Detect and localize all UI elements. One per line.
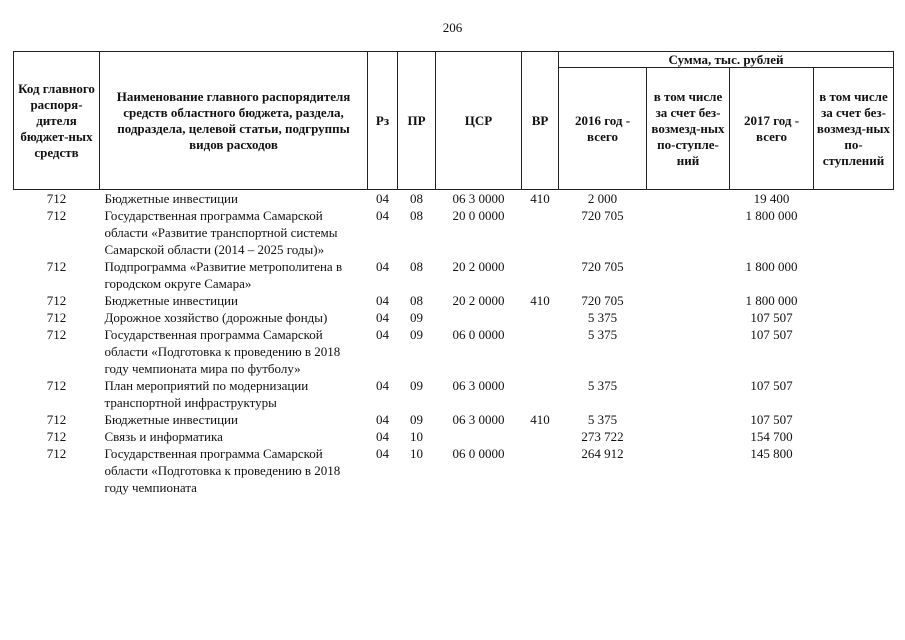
table-row [14,411,894,428]
header-rz: Рз [368,52,398,190]
cell-code: 712 [46,446,67,461]
cell-rz: 04 [376,310,389,325]
cell-pr: 08 [410,293,423,308]
cell-sum-2017: 154 700 [750,429,793,444]
cell-sum-2017: 145 800 [750,446,793,461]
cell-code: 712 [46,412,67,427]
table-row [14,309,894,326]
cell-csr: 06 0 0000 [452,446,505,461]
cell-vr [522,326,559,377]
cell-code: 712 [46,327,67,342]
table-row [14,292,894,309]
cell-rz: 04 [376,378,389,393]
cell-pr: 08 [410,259,423,274]
cell-sum-2017: 1 800 000 [745,208,798,223]
cell-name: Подпрограмма «Развитие метрополитена в городском округе Самара» [104,259,343,291]
cell-code: 712 [46,191,67,206]
cell-code: 712 [46,310,67,325]
cell-vr [522,309,559,326]
cell-sum-2016: 5 375 [587,378,618,393]
cell-rz: 04 [376,191,389,206]
cell-rz: 04 [376,259,389,274]
header-code: Код главного распоря-дителя бюджет-ных средств [14,52,100,190]
cell-grants-2017 [814,428,894,445]
table-row [14,207,894,258]
cell-grants-2017 [814,377,894,411]
cell-sum-2016: 273 722 [581,429,624,444]
cell-rz: 04 [376,208,389,223]
cell-grants-2016 [647,377,730,411]
cell-code: 712 [46,429,67,444]
cell-grants-2017 [814,292,894,309]
cell-sum-2017: 19 400 [753,191,790,206]
table-row [14,258,894,292]
cell-csr [436,428,522,445]
table-row [14,445,894,496]
cell-rz: 04 [376,327,389,342]
cell-name: Бюджетные инвестиции [104,412,238,427]
cell-name: Государственная программа Самарской области «Развитие транспортной системы Самарской области (2014 – 2025 годы)» [104,208,338,257]
cell-csr: 20 2 0000 [452,259,505,274]
header-pr: ПР [398,52,436,190]
cell-grants-2017 [814,258,894,292]
cell-name: План мероприятий по модернизации транспортной инфраструктуры [104,378,309,410]
cell-sum-2017: 107 507 [750,412,793,427]
cell-code: 712 [46,259,67,274]
cell-name: Бюджетные инвестиции [104,191,238,206]
cell-rz: 04 [376,412,389,427]
cell-grants-2016 [647,309,730,326]
table-row [14,428,894,445]
cell-csr: 20 0 0000 [452,208,505,223]
cell-csr: 06 0 0000 [452,327,505,342]
cell-pr: 09 [410,310,423,325]
cell-grants-2017 [814,207,894,258]
page-number: 206 [442,20,463,35]
cell-grants-2016 [647,411,730,428]
cell-vr [522,377,559,411]
cell-vr: 410 [530,191,550,206]
header-sum-2016: 2016 год - всего [559,68,647,190]
cell-grants-2016 [647,292,730,309]
cell-sum-2016: 264 912 [581,446,624,461]
cell-grants-2017 [814,309,894,326]
cell-grants-2016 [647,326,730,377]
header-csr: ЦСР [436,52,522,190]
header-vr: ВР [522,52,559,190]
cell-vr: 410 [530,293,550,308]
table-row [14,377,894,411]
cell-grants-2016 [647,258,730,292]
cell-pr: 10 [410,429,423,444]
cell-sum-2017: 1 800 000 [745,259,798,274]
cell-name: Государственная программа Самарской области «Подготовка к проведению в 2018 году чемпионата мира по футболу» [104,327,341,376]
cell-sum-2016: 720 705 [581,293,624,308]
cell-name: Связь и информатика [104,429,223,444]
cell-name: Бюджетные инвестиции [104,293,238,308]
cell-grants-2017 [814,190,894,208]
cell-sum-2017: 107 507 [750,310,793,325]
cell-rz: 04 [376,293,389,308]
cell-grants-2017 [814,411,894,428]
cell-code: 712 [46,208,67,223]
header-sum-2017: 2017 год - всего [730,68,814,190]
cell-name: Дорожное хозяйство (дорожные фонды) [104,310,328,325]
cell-vr: 410 [530,412,550,427]
cell-sum-2017: 107 507 [750,378,793,393]
table-row [14,326,894,377]
cell-sum-2017: 107 507 [750,327,793,342]
table-body [14,190,894,497]
cell-grants-2016 [647,445,730,496]
cell-pr: 09 [410,412,423,427]
cell-grants-2016 [647,428,730,445]
cell-csr: 06 3 0000 [452,378,505,393]
cell-pr: 09 [410,327,423,342]
table-header [14,52,894,190]
cell-pr: 08 [410,208,423,223]
header-grants-2016: в том числе за счет без-возмезд-ных по-ступле-ний [647,68,730,190]
cell-sum-2016: 5 375 [587,310,618,325]
cell-sum-2017: 1 800 000 [745,293,798,308]
cell-grants-2016 [647,207,730,258]
cell-vr [522,445,559,496]
cell-sum-2016: 5 375 [587,412,618,427]
cell-sum-2016: 2 000 [587,191,618,206]
header-name: Наименование главного распорядителя средств областного бюджета, раздела, подраздела, целевой статьи, подгруппы видов расходов [100,52,368,190]
cell-name: Государственная программа Самарской области «Подготовка к проведению в 2018 году чемпионата [104,446,341,495]
cell-grants-2017 [814,326,894,377]
cell-grants-2016 [647,190,730,208]
cell-rz: 04 [376,429,389,444]
cell-pr: 08 [410,191,423,206]
cell-pr: 10 [410,446,423,461]
cell-code: 712 [46,378,67,393]
cell-sum-2016: 5 375 [587,327,618,342]
table-row [14,190,894,208]
header-grants-2017: в том числе за счет без-возмезд-ных по-ступлений [814,68,894,190]
cell-vr [522,207,559,258]
cell-csr: 20 2 0000 [452,293,505,308]
cell-csr: 06 3 0000 [452,191,505,206]
cell-csr [436,309,522,326]
cell-pr: 09 [410,378,423,393]
cell-csr: 06 3 0000 [452,412,505,427]
cell-code: 712 [46,293,67,308]
cell-vr [522,258,559,292]
cell-rz: 04 [376,446,389,461]
cell-sum-2016: 720 705 [581,208,624,223]
budget-table [13,51,894,496]
cell-vr [522,428,559,445]
header-sum-group: Сумма, тыс. рублей [559,52,894,68]
cell-sum-2016: 720 705 [581,259,624,274]
cell-grants-2017 [814,445,894,496]
